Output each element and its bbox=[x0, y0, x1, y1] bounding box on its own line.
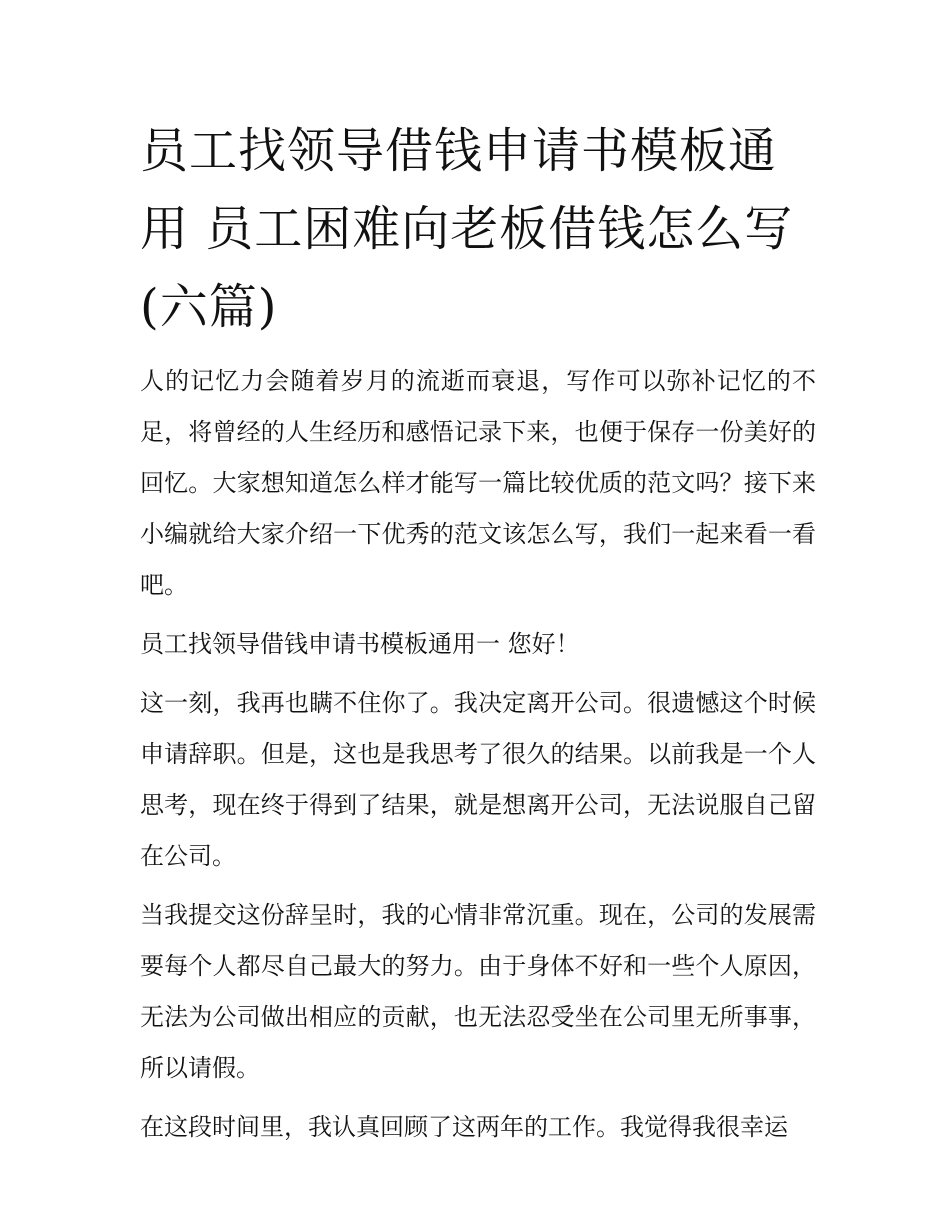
body-paragraph: 在这段时间里，我认真回顾了这两年的工作。我觉得我很幸运 bbox=[140, 1113, 788, 1141]
body-paragraph: 这一刻，我再也瞒不住你了。我决定离开公司。很遗憾这个时候申请辞职。但是，这也是我思考了很久的结果。以前我是一个人思考，现在终于得到了结果，就是想离开公司，无法说服自己留在公司。 bbox=[140, 689, 816, 870]
section-heading: 员工找领导借钱申请书模板通用一 您好！ bbox=[140, 630, 580, 658]
document-body bbox=[140, 356, 816, 1153]
intro-paragraph: 人的记忆力会随着岁月的流逝而衰退，写作可以弥补记忆的不足，将曾经的人生经历和感悟记录下来，也便于保存一份美好的回忆。大家想知道怎么样才能写一篇比较优质的范文吗？接下来小编就给大家介绍一下优秀的范文该怎么写，我们一起来看一看吧。 bbox=[140, 367, 816, 599]
document-page bbox=[140, 112, 816, 1161]
body-paragraph: 当我提交这份辞呈时，我的心情非常沉重。现在，公司的发展需要每个人都尽自己最大的努力。由于身体不好和一些个人原因，无法为公司做出相应的贡献，也无法忍受坐在公司里无所事事，所以请假。 bbox=[140, 901, 816, 1082]
document-title: 员工找领导借钱申请书模板通用 员工困难向老板借钱怎么写(六篇) bbox=[140, 123, 794, 335]
